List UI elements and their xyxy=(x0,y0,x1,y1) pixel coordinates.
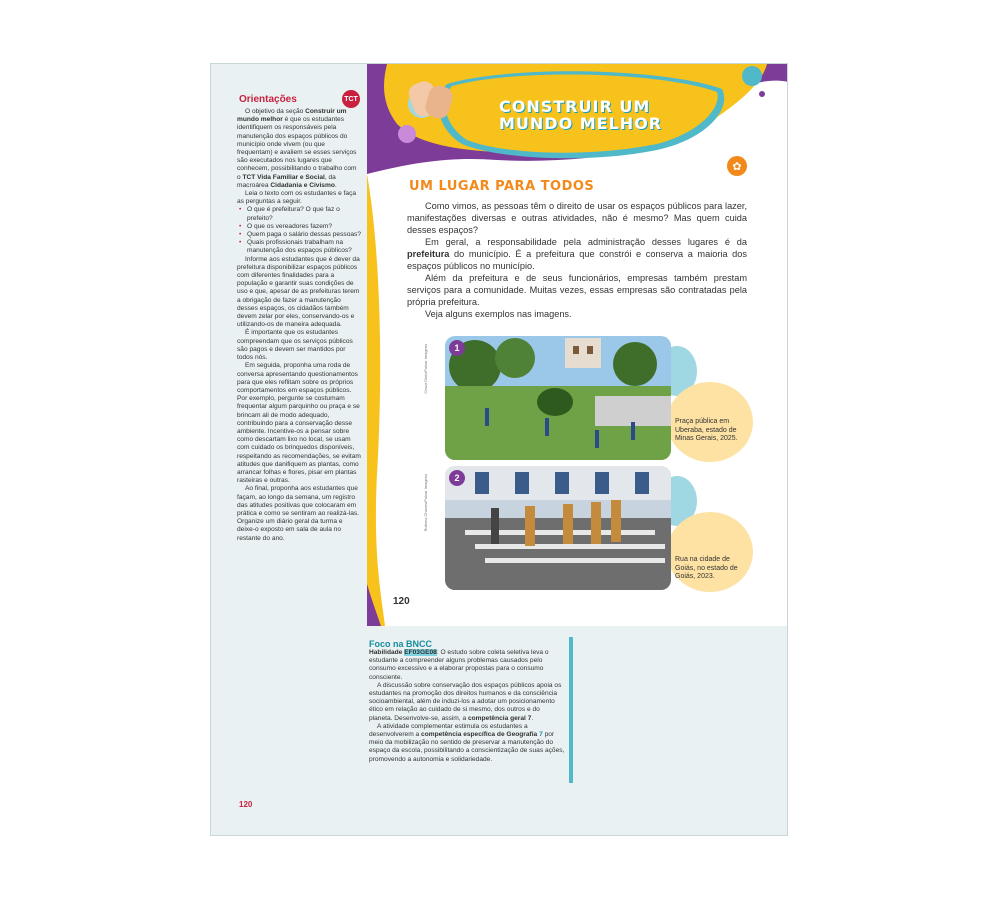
guidance-p3: Informe aos estudantes que é dever da prefeitura disponibilizar espaços públicos com diferentes finalidades para a população e garantir suas condições de uso e que, apesar de as prefeituras terem a obrigação de fazer a manutenção desses espaços, os cidadãos também devem zelar por eles, conservando-os e utilizando-os de maneira adequada. xyxy=(237,255,360,329)
guidance-text xyxy=(237,108,361,543)
question-item: • Quais profissionais trabalham na manutenção dos espaços públicos? xyxy=(243,239,361,255)
teacher-guidance-column xyxy=(211,64,367,835)
tct-badge-icon: TCT xyxy=(342,90,360,108)
bncc-title: Foco na BNCC xyxy=(369,639,432,649)
question-item: • Quem paga o salário dessas pessoas? xyxy=(243,231,361,239)
banner-title: CONSTRUIR UM MUNDO MELHOR xyxy=(499,97,663,133)
photo-number-badge: 2 xyxy=(449,470,465,486)
photo-credit: Rubens Chaves/Pulsar Imagens xyxy=(423,474,428,532)
photo-credit: Cesar Diniz/Pulsar Imagens xyxy=(423,344,428,394)
guidance-p6: Ao final, proponha aos estudantes que façam, ao longo da semana, um registro das atitudes positivas que colocaram em prática e como se sentiram ao realizá-las. Organize um diário geral da turma e deixe-o exposto em sala de aula no restante do ano. xyxy=(237,485,360,542)
body-p3: Além da prefeitura e de seus funcionários, empresas também prestam serviços para a comunidade. Muitas vezes, essas empresas são contratadas pela própria prefeitura. xyxy=(407,273,747,307)
question-item: • O que os vereadores fazem? xyxy=(243,223,361,231)
student-body-text xyxy=(407,200,747,320)
photo-caption: Rua na cidade de Goiás, no estado de Goiás, 2023. xyxy=(675,556,738,580)
book-page xyxy=(210,63,788,836)
bncc-text xyxy=(369,649,565,764)
body-p4: Veja alguns exemplos nas imagens. xyxy=(425,309,572,319)
photo-2 xyxy=(445,466,671,590)
guidance-p2: Leia o texto com os estudantes e faça as perguntas a seguir. xyxy=(237,190,357,206)
guidance-intro: O objetivo da seção Construir um mundo melhor é que os estudantes identifiquem os responsáveis pela manutenção dos espaços públicos do município onde vivem (ou que frequentam) e avaliem se esses serviços são executados nos lugares que conhecem, possibilitando o trabalho com o TCT Vida Familiar e Social, da macroárea Cidadania e Civismo. xyxy=(237,108,357,189)
decorative-stripe xyxy=(367,174,389,626)
guidance-p4: É importante que os estudantes compreendam que os serviços públicos são pagos e devem ser mantidos por todos nós. xyxy=(237,329,353,362)
photo-1 xyxy=(445,336,671,460)
body-p2: Em geral, a responsabilidade pela administração desses lugares é da prefeitura do município. É a prefeitura que constrói e conserva a maioria dos espaços públicos no município. xyxy=(407,237,747,271)
bncc-p3: A atividade complementar estimula os estudantes a desenvolverem a competência específica de Geografia 7 por meio da mobilização no sentido de preservar a manutenção do espaço da escola, possibilitando a conscientização de suas ações, promovendo a autonomia e solidariedade. xyxy=(369,722,565,763)
student-page-number: 120 xyxy=(393,596,410,607)
bncc-habilidade: Habilidade EF03GE08: O estudo sobre coleta seletiva leva o estudante a compreender alguns problemas causados pelo consumo excessivo e a elaborar propostas para o consumo consciente. xyxy=(369,649,549,681)
question-list xyxy=(237,206,361,255)
bncc-p2: A discussão sobre conservação dos espaços públicos apoia os estudantes na promoção dos direitos humanos e da consciência socioambiental, além de induzi-los a adotar um posicionamento ético em relação ao cuidado de si mesmo, dos outros e do planeta. Desenvolve-se, assim, a competência geral 7. xyxy=(369,681,562,722)
gear-icon: ✿ xyxy=(727,156,747,176)
question-item: • O que é prefeitura? O que faz o prefeito? xyxy=(243,206,361,222)
bncc-focus-box xyxy=(367,637,573,783)
student-page xyxy=(367,64,788,626)
guidance-title: Orientações xyxy=(239,94,297,105)
section-title: UM LUGAR PARA TODOS xyxy=(409,179,595,194)
guidance-p5: Em seguida, proponha uma roda de conversa apresentando questionamentos para que eles reflitam sobre os próprios comportamentos em espaços públicos. Por exemplo, pergunte se costumam frequentar algum parquinho ou praça e se brincam ali de modo adequado, contribuindo para a conservação desse ambiente. Incentive-os a pensar sobre como descartam lixo no local, se usam com cuidado os brinquedos disponíveis, respeitando as recomendações, se evitam atitudes que danifiquem as plantas, como arrancar folhas e flores, pisar em plantas rasteiras e outras. xyxy=(237,362,361,485)
page-number: 120 xyxy=(239,800,253,809)
body-p1: Como vimos, as pessoas têm o direito de usar os espaços públicos para lazer, manifestações diversas e outras atividades, não é mesmo? Mas quem cuida desses espaços? xyxy=(407,201,747,235)
photo-caption: Praça pública em Uberaba, estado de Minas Gerais, 2025. xyxy=(675,418,738,442)
photo-number-badge: 1 xyxy=(449,340,465,356)
